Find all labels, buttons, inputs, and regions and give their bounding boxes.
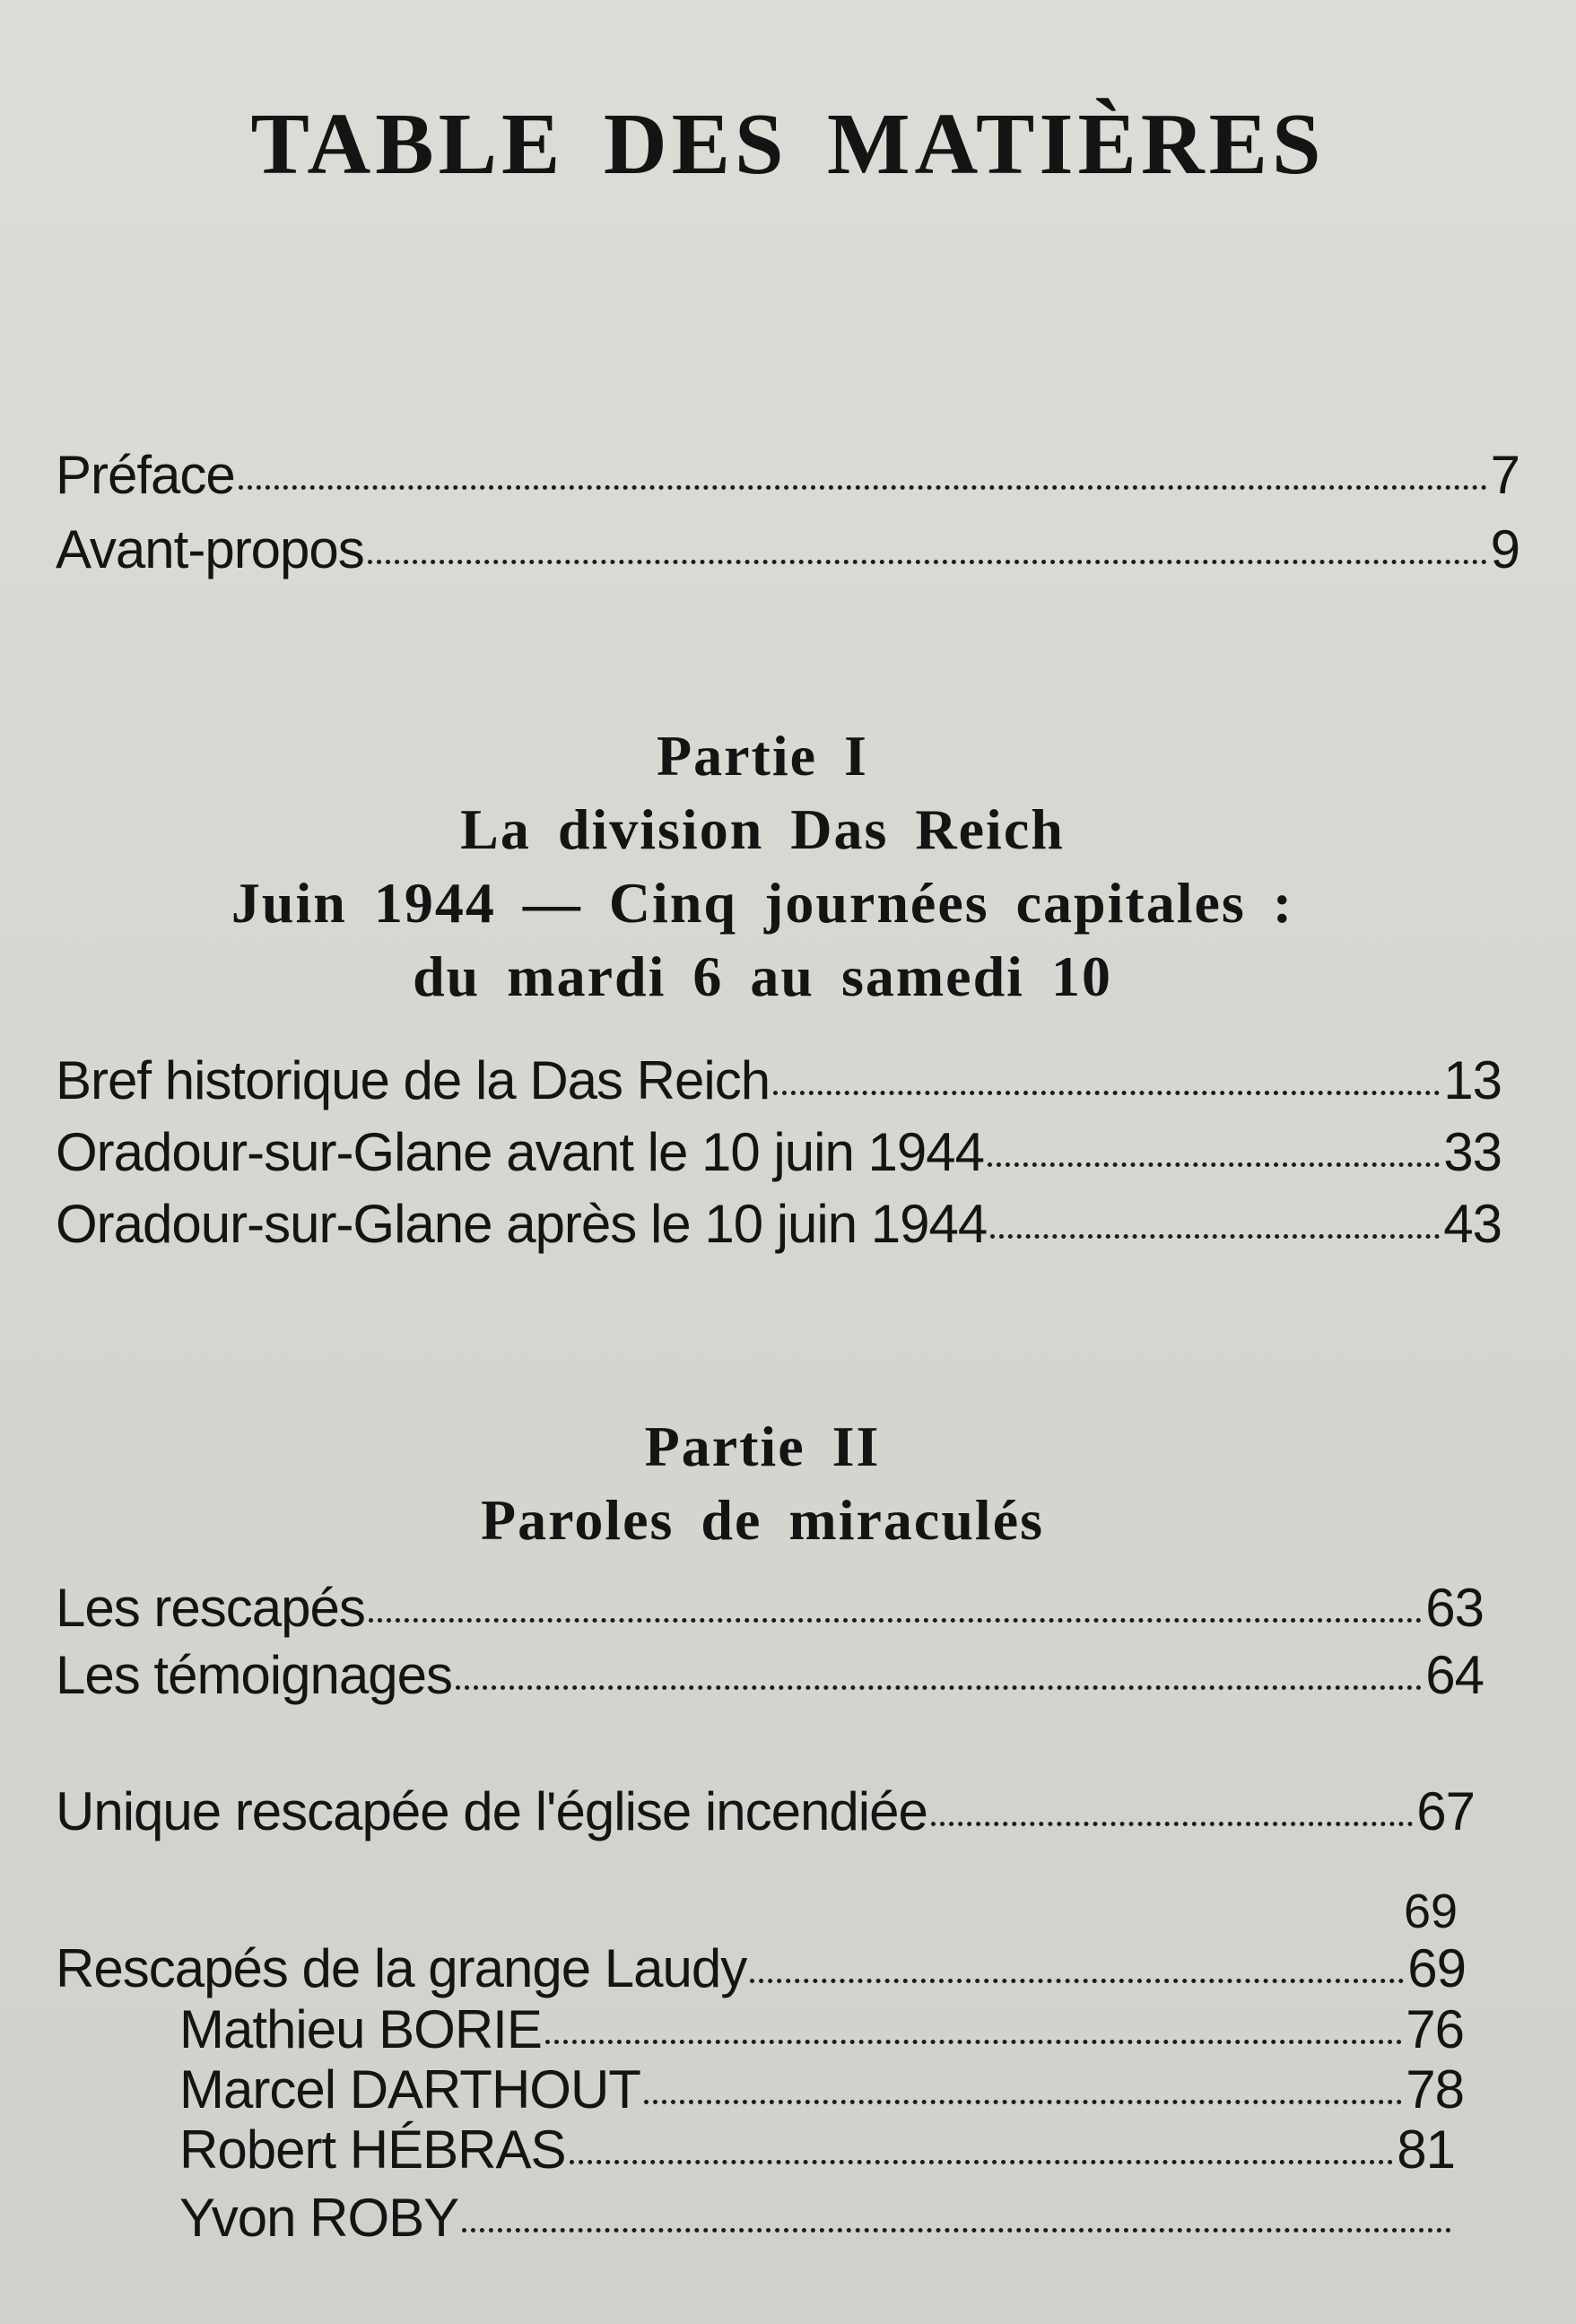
part1-heading (0, 719, 1525, 1014)
toc-entry-label: Rescapés de la grange Laudy (56, 1938, 747, 1998)
dot-leader (990, 1233, 1440, 1239)
part2-heading-line: Paroles de miraculés (480, 1488, 1045, 1552)
toc-entry-avant-propos (56, 518, 1519, 580)
toc-entry-label: Préface (56, 445, 235, 505)
toc-page-number: 78 (1406, 2059, 1464, 2119)
dot-leader (773, 1090, 1440, 1095)
toc-entry-preface (56, 444, 1519, 506)
part1-heading-line: du mardi 6 au samedi 10 (413, 944, 1112, 1008)
toc-entry-label: Robert HÉBRAS (179, 2119, 566, 2180)
toc-entry-label: Yvon ROBY (179, 2188, 459, 2248)
toc-entry-rescapes (56, 1577, 1484, 1639)
page-title: TABLE DES MATIÈRES (250, 96, 1326, 193)
dot-leader (369, 1617, 1422, 1623)
toc-entry-label: Les rescapés (56, 1578, 365, 1638)
toc-page-number: 81 (1397, 2119, 1455, 2180)
toc-entry-historique (56, 1049, 1502, 1111)
toc-entry-label: Marcel DARTHOUT (179, 2059, 640, 2119)
toc-subentry-darthout (179, 2059, 1464, 2120)
dot-leader (545, 2039, 1402, 2044)
toc-entry-label: Bref historique de la Das Reich (56, 1050, 771, 1110)
toc-entry-label: Mathieu BORIE (179, 1999, 542, 2059)
part1-heading-line: La division Das Reich (460, 797, 1065, 861)
toc-page-number: 7 (1490, 445, 1519, 505)
toc-page-number: 13 (1443, 1050, 1502, 1110)
toc-page-number: 69 (1407, 1938, 1466, 1998)
dot-leader (239, 484, 1487, 490)
toc-page-number: 67 (1416, 1781, 1475, 1841)
dot-leader (462, 2227, 1451, 2233)
toc-entry-eglise (56, 1780, 1475, 1842)
part1-heading-line: Partie I (657, 724, 868, 788)
dot-leader (931, 1821, 1413, 1826)
toc-page-number: 33 (1443, 1122, 1502, 1182)
dot-leader (750, 1978, 1404, 1983)
toc-page-number: 64 (1425, 1645, 1484, 1705)
dot-leader (570, 2159, 1394, 2164)
toc-subentry-hebras (179, 2119, 1455, 2180)
toc-page-number: 63 (1425, 1578, 1484, 1638)
toc-entry-label: Les témoignages (56, 1645, 452, 1705)
dot-leader (368, 559, 1487, 564)
part2-heading-line: Partie II (644, 1414, 881, 1478)
toc-subentry-borie (179, 1998, 1464, 2060)
toc-page-number: 69 (1404, 1884, 1458, 1938)
toc-entry-temoignages (56, 1644, 1484, 1706)
dot-leader (644, 2099, 1402, 2104)
toc-entry-oradour-apres (56, 1193, 1502, 1255)
part1-heading-line: Juin 1944 — Cinq journées capitales : (231, 871, 1294, 935)
toc-entry-label: Oradour-sur-Glane avant le 10 juin 1944 (56, 1122, 984, 1182)
toc-page-number: 43 (1443, 1194, 1502, 1254)
toc-entry-label: Unique rescapée de l'église incendiée (56, 1781, 927, 1841)
dot-leader (456, 1684, 1422, 1690)
toc-entry-label: Avant-propos (56, 519, 364, 579)
toc-subentry-roby (179, 2187, 1455, 2249)
toc-page-number: 76 (1406, 1999, 1464, 2059)
part2-heading (0, 1410, 1525, 1557)
toc-entry-label: Oradour-sur-Glane après le 10 juin 1944 (56, 1194, 988, 1254)
dot-leader (988, 1162, 1440, 1167)
toc-page-number: 9 (1490, 519, 1519, 579)
toc-entry-grange (56, 1937, 1466, 1999)
toc-entry-oradour-avant (56, 1121, 1502, 1183)
